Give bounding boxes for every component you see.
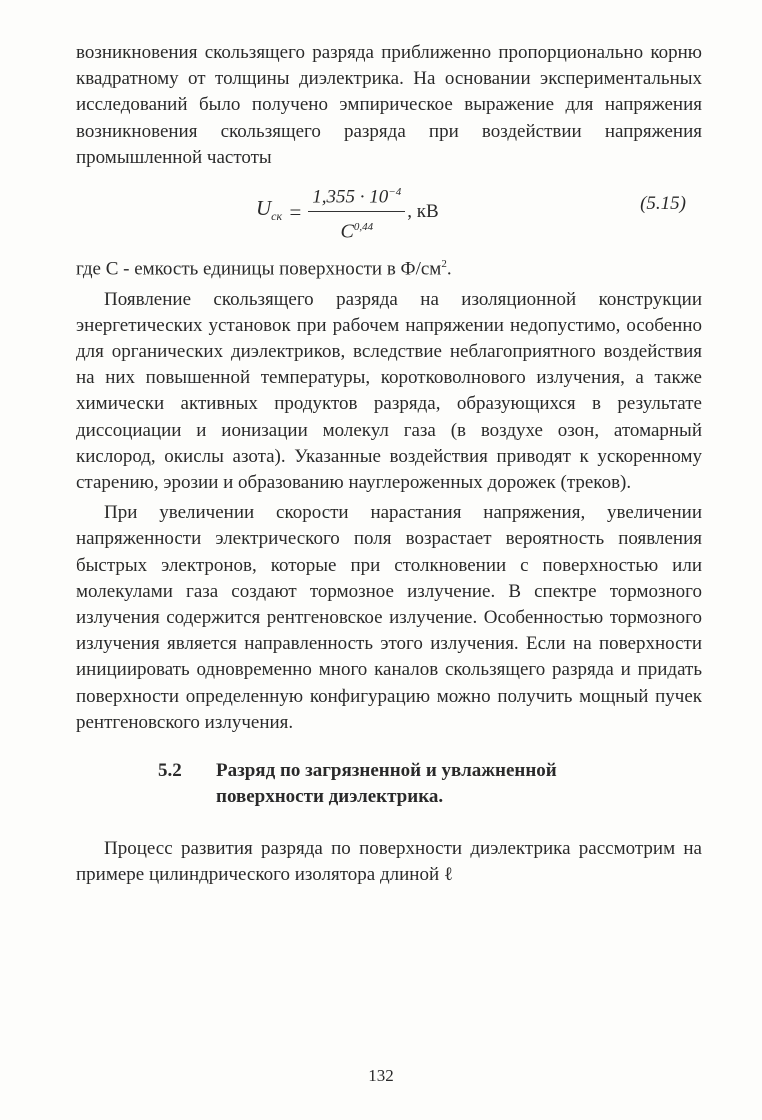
section-number: 5.2 — [158, 760, 182, 781]
paragraph-4: Процесс развития разряда по поверхности диэлектрика рассмотрим на примере цилиндрического изолятора длиной ℓ — [76, 838, 702, 886]
section-title: Разряд по загрязненной и увлажненной поверхности диэлектрика. — [216, 760, 557, 807]
formula-lhs: $U_{ск}$ — [256, 195, 283, 223]
formula-fraction — [308, 179, 405, 244]
formula-numerator: $1,355 \cdot 10^{-4}$ — [308, 179, 405, 212]
where-definition: где C - емкость единицы поверхности в $Ф/см^2$. — [76, 258, 452, 280]
formula-expression: $U_{ск}$ = $\frac{1,355 \cdot 10^{-4}}{C^{0,44}}$ , кВ — [256, 179, 439, 244]
formula-5-15 — [76, 173, 702, 251]
paragraph-1: возникновения скользящего разряда приближенно пропорционально корню квадратному от толщины диэлектрика. На основании экспериментальных исследований было получено эмпирическое выражение для напряжения возникновения скользящего разряда при воздействии напряжения промышленной частоты — [76, 42, 702, 168]
page-body — [76, 40, 702, 888]
section-heading — [76, 758, 702, 810]
equation-number: (5.15) — [640, 193, 686, 215]
formula-unit: , кВ — [407, 200, 439, 222]
page-number: 132 — [368, 1066, 394, 1085]
formula-denominator: C$^{0,44}$ — [340, 220, 374, 243]
paragraph-3: При увеличении скорости нарастания напряжения, увеличении напряженности электрического поля возрастает вероятность появления быстрых электронов, которые при столкновении с поверхностью или молекулами газа создают тормозное излучение. В спектре тормозного излучения содержится рентгеновское излучение. Особенностью тормозного излучения является направленность этого излучения. Если на поверхности инициировать одновременно много каналов скользящего разряда и придать поверхности определенную конфигурацию можно получить мощный пучек рентгеновского излучения. — [76, 502, 702, 733]
paragraph-2: Появление скользящего разряда на изоляционной конструкции энергетических установок при рабочем напряжении недопустимо, особенно для органических диэлектриков, вследствие неблагоприятного воздействия на них повышенной температуры, коротковолнового излучения, а также химически активных продуктов разряда, образующихся в результате диссоциации и ионизации молекул газа (в воздухе озон, атомарный кислород, окислы азота). Указанные воздействия приводят к ускоренному старению, эрозии и образованию науглероженных дорожек (треков). — [76, 288, 702, 493]
